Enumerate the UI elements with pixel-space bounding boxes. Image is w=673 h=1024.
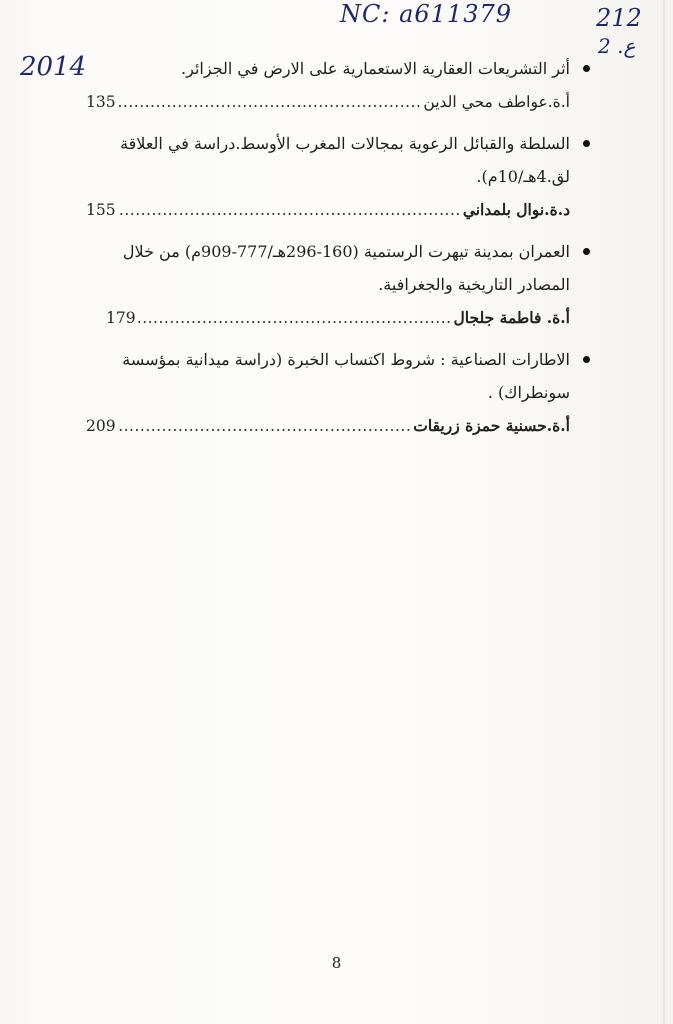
author-line	[86, 87, 570, 117]
handwritten-fraction: 212	[596, 4, 642, 32]
article-author: أ.ة. فاطمة جلجال	[453, 308, 570, 327]
toc-entry	[86, 52, 570, 117]
dot-leader	[118, 87, 422, 117]
article-author: أ.ة.حسنية حمزة زريقات	[413, 416, 570, 435]
toc-entry	[86, 343, 570, 441]
author-line	[86, 303, 570, 333]
article-title: أثر التشريعات العقارية الاستعمارية على الارض في الجزائر.	[181, 59, 570, 78]
article-page-number: 135	[86, 93, 116, 111]
author-line	[86, 411, 570, 441]
page-edge	[663, 0, 665, 1024]
article-title: السلطة والقبائل الرعوية بمجالات المغرب الأوسط.دراسة في العلاقة لق.4هـ/10م).	[120, 134, 570, 186]
article-page-number: 155	[86, 201, 116, 219]
handwritten-reference-number: NC: a611379	[340, 0, 513, 28]
handwritten-year: 2014	[20, 52, 87, 82]
article-title: الاطارات الصناعية : شروط اكتساب الخبرة (دراسة ميدانية بمؤسسة سونطراك) .	[122, 350, 570, 402]
bullet-icon	[583, 140, 590, 147]
author-line	[86, 195, 570, 225]
bullet-icon	[583, 65, 590, 72]
bullet-icon	[583, 248, 590, 255]
article-page-number: 209	[86, 417, 116, 435]
article-title: العمران بمدينة تيهرت الرستمية (160-296هـ/777-909م) من خلال المصادر التاريخية والجغرافية.	[122, 242, 570, 294]
bullet-icon	[583, 356, 590, 363]
toc-entry	[86, 127, 570, 225]
article-page-number: 179	[106, 309, 136, 327]
handwritten-subnote: 2 .ع	[598, 34, 636, 58]
article-author: أ.ة.عواطف محي الدين	[423, 93, 570, 111]
table-of-contents	[86, 52, 570, 451]
toc-entry	[86, 235, 570, 333]
dot-leader	[118, 411, 412, 441]
article-author: د.ة.نوال بلمداني	[462, 200, 570, 219]
dot-leader	[118, 195, 461, 225]
page-number: 8	[331, 954, 342, 972]
dot-leader	[138, 303, 452, 333]
